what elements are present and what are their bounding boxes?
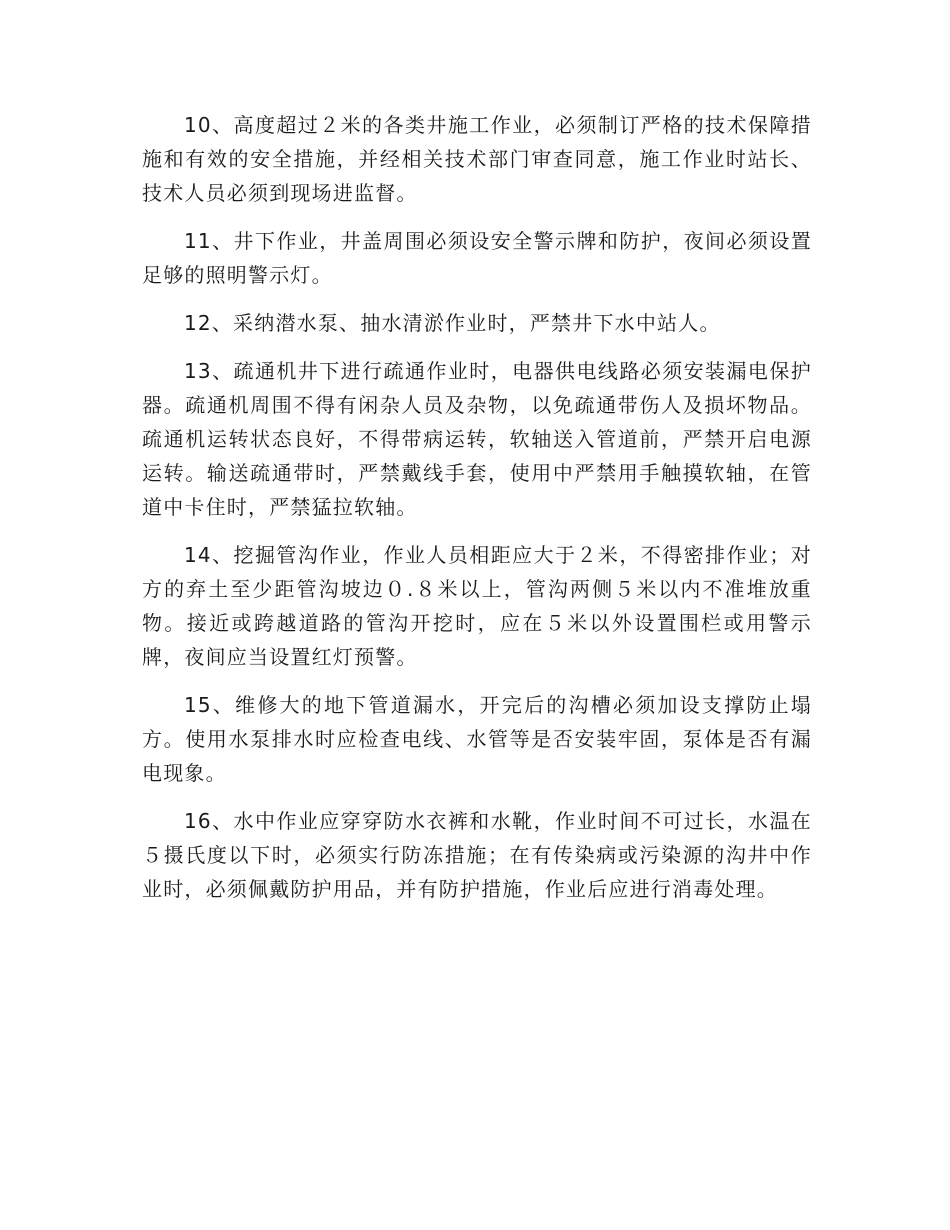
document-body [142, 108, 812, 920]
paragraph-15: 15、维修大的地下管道漏水，开完后的沟槽必须加设支撑防止塌方。使用水泵排水时应检查电线、水管等是否安装牢固，泵体是否有漏电现象。 [142, 693, 812, 785]
paragraph-14: 14、挖掘管沟作业，作业人员相距应大于２米，不得密排作业；对方的弃土至少距管沟坡边０.８米以上，管沟两侧５米以内不准堆放重物。接近或跨越道路的管沟开挖时，应在５米以外设置围栏或用警示牌，夜间应当设置红灯预警。 [142, 543, 812, 669]
paragraph-10: 10、高度超过２米的各类井施工作业，必须制订严格的技术保障措施和有效的安全措施，并经相关技术部门审查同意，施工作业时站长、技术人员必须到现场进监督。 [142, 113, 812, 205]
paragraph-11: 11、井下作业，井盖周围必须设安全警示牌和防护，夜间必须设置足够的照明警示灯。 [142, 229, 812, 287]
paragraph-12: 12、采纳潜水泵、抽水清淤作业时，严禁井下水中站人。 [184, 311, 721, 335]
paragraph-13: 13、疏通机井下进行疏通作业时，电器供电线路必须安装漏电保护器。疏通机周围不得有闲杂人员及杂物，以免疏通带伤人及损坏物品。疏通机运转状态良好，不得带病运转，软轴送入管道前，严禁开启电源运转。输送疏通带时，严禁戴线手套，使用中严禁用手触摸软轴，在管道中卡住时，严禁猛拉软轴。 [142, 359, 812, 519]
paragraph-16: 16、水中作业应穿穿防水衣裤和水靴，作业时间不可过长，水温在５摄氏度以下时，必须实行防冻措施；在有传染病或污染源的沟井中作业时，必须佩戴防护用品，并有防护措施，作业后应进行消毒处理。 [142, 809, 812, 901]
